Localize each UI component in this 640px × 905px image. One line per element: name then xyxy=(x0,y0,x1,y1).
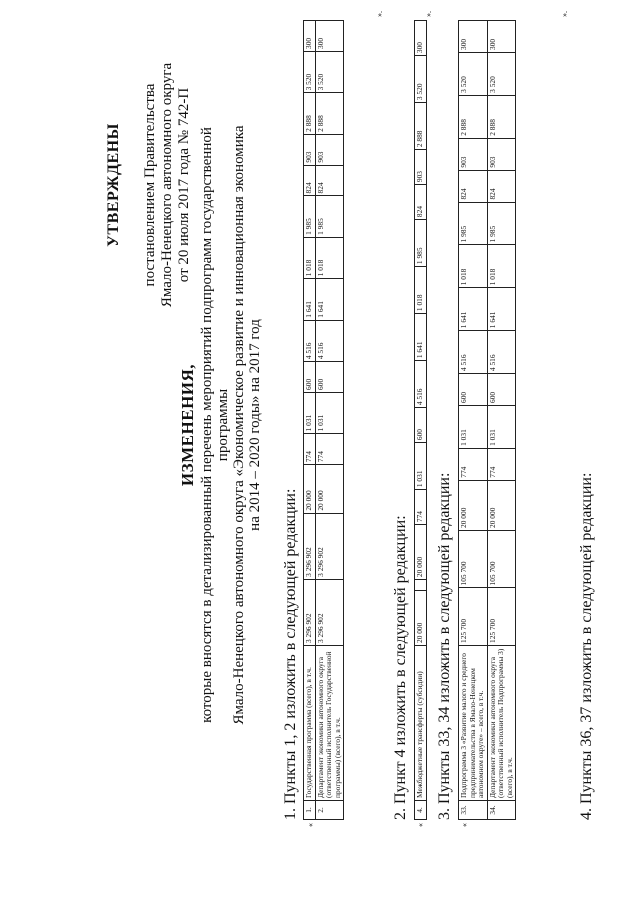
table-cell: 903 xyxy=(415,150,427,185)
table-cell: 300 xyxy=(315,21,344,52)
approval-line-3: от 20 июля 2017 года № 742-П xyxy=(176,87,192,283)
table-cell: 1 641 xyxy=(487,288,516,331)
table-cell: 824 xyxy=(415,185,427,220)
table-cell: 3 520 xyxy=(315,51,344,92)
table-cell: 300 xyxy=(487,21,516,53)
section-2-table xyxy=(414,20,427,820)
table-cell: 1 641 xyxy=(415,314,427,361)
table-cell: Подпрограмма 3 «Развитие малого и среднего предпринимательства в Ямало-Ненецком автономном округе» – всего, в т.ч. xyxy=(459,646,488,801)
table-cell: 600 xyxy=(315,362,344,393)
table-cell: 20 000 xyxy=(304,465,316,513)
table-cell: 105 700 xyxy=(487,530,516,588)
approval-line-1: постановлением Правительства xyxy=(142,83,158,287)
close-quote: ». xyxy=(560,11,569,17)
table-cell: Департамент экономики автономного округа (ответственный исполнитель Государственной программы) (всего), в т.ч. xyxy=(315,646,344,801)
table-cell: 1 031 xyxy=(304,392,316,433)
table-cell: 600 xyxy=(415,408,427,443)
table-cell: 3 296 902 xyxy=(315,579,344,645)
table-cell: 4 516 xyxy=(415,361,427,408)
table-cell: 824 xyxy=(459,170,488,202)
table-cell: 774 xyxy=(459,448,488,480)
table-cell: 600 xyxy=(459,374,488,406)
table-cell: 300 xyxy=(415,21,427,56)
table-cell: 33. xyxy=(459,801,488,820)
table-cell: 4 516 xyxy=(487,331,516,374)
table-cell: 600 xyxy=(304,362,316,393)
table-cell: 824 xyxy=(487,170,516,202)
open-quote: « xyxy=(306,823,315,827)
table-cell: 3 296 902 xyxy=(304,513,316,579)
table-cell: 903 xyxy=(304,134,316,165)
table-cell: 20 000 xyxy=(487,480,516,530)
table-cell: 4. xyxy=(415,801,427,820)
section-3-table xyxy=(458,20,516,820)
section-2-heading: 2. Пункт 4 изложить в следующей редакции: xyxy=(392,515,409,820)
table-cell: 600 xyxy=(487,374,516,406)
table-cell: 1 018 xyxy=(415,267,427,314)
title-heading: ИЗМЕНЕНИЯ, xyxy=(178,363,197,487)
table-cell: 20 000 xyxy=(415,590,427,645)
table-cell: 1 018 xyxy=(304,237,316,278)
table-cell: 1 031 xyxy=(459,405,488,448)
table-cell: 3 520 xyxy=(304,51,316,92)
table-cell: 824 xyxy=(315,165,344,196)
close-quote: ». xyxy=(375,11,384,17)
table-cell: 1 031 xyxy=(487,405,516,448)
table-cell: 3 296 902 xyxy=(315,513,344,579)
table-cell: 300 xyxy=(459,21,488,53)
table-cell: 2 888 xyxy=(459,95,488,138)
table-cell: 2 888 xyxy=(315,93,344,134)
table-row xyxy=(415,21,427,820)
table-cell: 20 000 xyxy=(315,465,344,513)
table-cell: 34. xyxy=(487,801,516,820)
table-cell: 1 031 xyxy=(415,443,427,490)
table-cell: 1 018 xyxy=(315,237,344,278)
section-4-heading: 4. Пункты 36, 37 изложить в следующей редакции: xyxy=(578,472,595,820)
table-cell: 774 xyxy=(415,490,427,525)
table-cell: 1. xyxy=(304,801,316,820)
title-line-3: на 2014 – 2020 годы» на 2017 год xyxy=(247,319,263,531)
table-cell: 125 700 xyxy=(459,588,488,646)
table-cell: 105 700 xyxy=(459,530,488,588)
table-cell: Департамент экономики автономного округа (ответственный исполнитель Подпрограммы 3) (всего), в т.ч. xyxy=(487,646,516,801)
close-quote: ». xyxy=(424,11,433,17)
approval-line-2: Ямало-Ненецкого автономного округа xyxy=(159,62,175,308)
table-cell: 4 516 xyxy=(315,320,344,361)
table-cell: 300 xyxy=(304,21,316,52)
table-cell: 125 700 xyxy=(487,588,516,646)
table-cell: 2 888 xyxy=(415,103,427,150)
table-row xyxy=(459,21,488,820)
table-cell: 903 xyxy=(459,138,488,170)
table-cell: 3 520 xyxy=(487,52,516,95)
table-cell: 1 018 xyxy=(487,245,516,288)
section-1-table xyxy=(303,20,344,820)
table-cell: 1 641 xyxy=(304,279,316,320)
section-1-heading: 1. Пункты 1, 2 изложить в следующей редакции: xyxy=(282,488,299,820)
table-cell: 4 516 xyxy=(304,320,316,361)
table-cell: 20 000 xyxy=(415,525,427,580)
table-cell: 20 000 xyxy=(459,480,488,530)
table-cell: 3 296 902 xyxy=(304,579,316,645)
table-cell: 1 641 xyxy=(459,288,488,331)
table-cell: 1 985 xyxy=(304,196,316,237)
table-cell: Государственная программа (всего), в т.ч. xyxy=(304,646,316,801)
table-cell: 1 985 xyxy=(487,202,516,245)
title-line-2: Ямало-Ненецкого автономного округа «Экономическое развитие и инновационная экономика xyxy=(231,125,247,725)
table-cell: 774 xyxy=(304,434,316,465)
table-cell: 824 xyxy=(304,165,316,196)
table-cell: 3 520 xyxy=(415,56,427,103)
table-row xyxy=(487,21,516,820)
document-title xyxy=(180,95,263,755)
table-row xyxy=(315,21,344,820)
section-3-heading: 3. Пункты 33, 34 изложить в следующей редакции: xyxy=(436,472,453,820)
table-cell: 2. xyxy=(315,801,344,820)
table-cell: 1 031 xyxy=(315,392,344,433)
table-cell: 1 018 xyxy=(459,245,488,288)
table-cell: 4 516 xyxy=(459,331,488,374)
table-cell: 903 xyxy=(487,138,516,170)
table-cell: 3 520 xyxy=(459,52,488,95)
table-cell: 1 985 xyxy=(415,220,427,267)
table-cell: 774 xyxy=(487,448,516,480)
table-cell: 774 xyxy=(315,434,344,465)
table-cell: 903 xyxy=(315,134,344,165)
title-line-1: которые вносятся в детализированный перечень мероприятий подпрограмм государственной программы xyxy=(199,127,231,723)
table-cell: 1 641 xyxy=(315,279,344,320)
table-row xyxy=(304,21,316,820)
table-cell: Межбюджетные трансферты (субсидии) xyxy=(415,646,427,801)
table-cell xyxy=(415,580,427,591)
approval-heading: УТВЕРЖДЕНЫ xyxy=(105,123,122,247)
open-quote: « xyxy=(460,823,469,827)
table-cell: 1 985 xyxy=(459,202,488,245)
open-quote: « xyxy=(416,823,425,827)
table-cell: 2 888 xyxy=(304,93,316,134)
table-cell: 1 985 xyxy=(315,196,344,237)
table-cell: 2 888 xyxy=(487,95,516,138)
